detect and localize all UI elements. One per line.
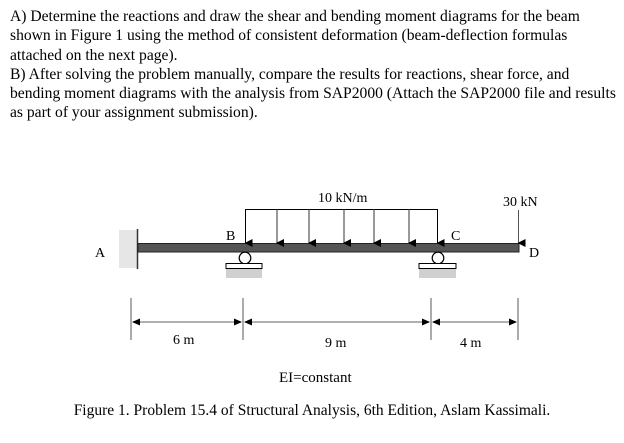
dimension-ab: 6 m bbox=[173, 333, 195, 348]
node-label-c: C bbox=[451, 229, 461, 244]
point-load-label: 30 kN bbox=[503, 195, 538, 210]
node-label-d: D bbox=[529, 246, 540, 261]
node-label-a: A bbox=[95, 246, 106, 261]
dimension-cd: 4 m bbox=[460, 336, 482, 351]
arrow-right-icon bbox=[234, 319, 242, 326]
fixed-support-a bbox=[119, 229, 138, 269]
ei-constant-note: EI=constant bbox=[279, 370, 352, 386]
roller-icon bbox=[432, 252, 444, 264]
roller-support-c bbox=[419, 252, 456, 278]
distributed-load bbox=[245, 191, 438, 243]
arrow-right-icon bbox=[422, 319, 430, 326]
dimension-bc: 9 m bbox=[325, 336, 347, 351]
roller-icon bbox=[239, 252, 251, 264]
wall-icon bbox=[119, 230, 137, 268]
arrow-right-icon bbox=[509, 319, 517, 326]
arrow-left-icon bbox=[244, 319, 252, 326]
problem-part-b: B) After solving the problem manually, compare the results for reactions, shear force, and bending moment diagrams with the analysis from SAP2000 (Attach the SAP2000 file and results as part of your assignment submission). bbox=[10, 65, 616, 122]
node-label-b: B bbox=[226, 229, 236, 244]
figure-caption: Figure 1. Problem 15.4 of Structural Analysis, 6th Edition, Aslam Kassimali. bbox=[73, 402, 551, 419]
beam bbox=[138, 244, 519, 253]
point-load-d bbox=[503, 195, 538, 243]
problem-part-a: A) Determine the reactions and draw the shear and bending moment diagrams for the beam shown in Figure 1 using the method of consistent deformation (beam-deflection formulas attached on the next page). bbox=[10, 8, 580, 64]
arrow-left-icon bbox=[132, 319, 140, 326]
arrow-left-icon bbox=[432, 319, 440, 326]
roller-support-b bbox=[226, 252, 262, 278]
distributed-load-label: 10 kN/m bbox=[318, 191, 368, 206]
